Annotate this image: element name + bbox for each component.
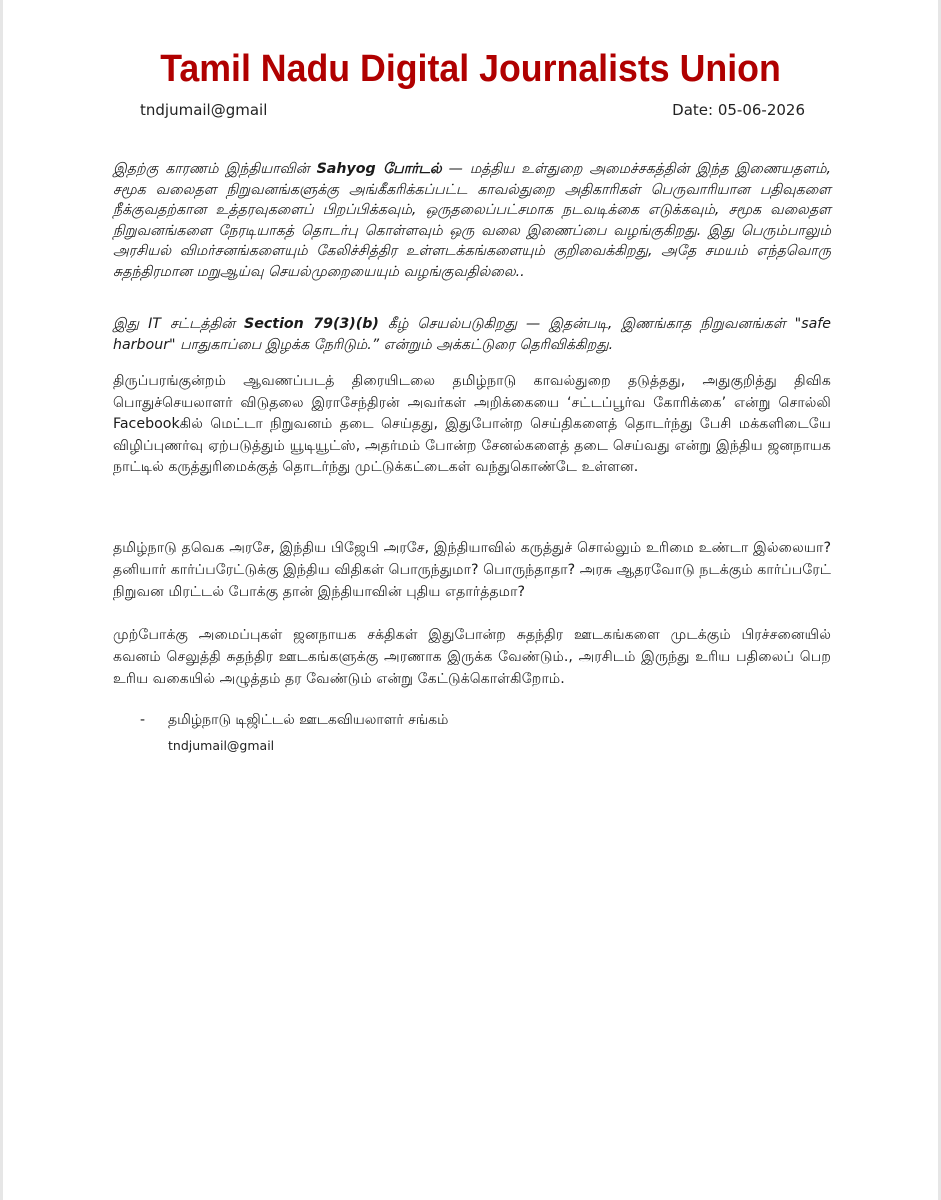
paragraph-sahyog [113, 159, 831, 282]
paragraph-it-act-bold: Section 79(3)(b) [244, 316, 379, 332]
page-edge-left [0, 0, 3, 1200]
signature-line [140, 712, 448, 730]
signature-name: தமிழ்நாடு டிஜிட்டல் ஊடகவியலாளர் சங்கம் [168, 712, 449, 728]
signature-email: tndjumail@gmail [168, 738, 275, 753]
paragraph-it-act-rest: கீழ் செயல்படுகிறது — இதன்படி, இணங்காத நிறுவனங்கள் "safe harbour" பாதுகாப்பை இழக்க நேரிடும்.” என்றும் அக்கட்டுரை தெரிவிக்கிறது. [113, 316, 832, 353]
paragraph-it-act-lead: இது IT சட்டத்தின் [113, 316, 245, 332]
signature-dash: - [140, 712, 146, 728]
paragraph-censorship-events: திருப்பரங்குன்றம் ஆவணப்படத் திரையிடலை தமிழ்நாடு காவல்துறை தடுத்தது, அதுகுறித்து திவிக பொதுச்செயலாளர் விடுதலை இராசேந்திரன் அவர்கள் அறிக்கையை ‘சட்டப்பூர்வ கோரிக்கை’ என்று சொல்லி Facebookகில் மெட்டா நிறுவனம் தடை செய்தது, இதுபோன்ற செய்திகளைத் தொடர்ந்து பேசி மக்களிடையே விழிப்புணர்வு ஏற்படுத்தும் யூடியூட்ஸ், அதர்மம் போன்ற சேனல்களைத் தடை செய்வது என்று இந்திய ஜனநாயக நாட்டில் கருத்துரிமைக்குத் தொடர்ந்து முட்டுக்கட்டைகள் வந்துகொண்டே உள்ளன. [113, 373, 831, 475]
paragraph-sahyog-rest: — மத்திய உள்துறை அமைச்சகத்தின் இந்த இணையதளம், சமூக வலைதள நிறுவனங்களுக்கு அங்கீகரிக்கப்பட்ட காவல்துறை அதிகாரிகள் பெருவாரியான பதிவுகளை நீக்குவதற்கான உத்தரவுகளைப் பிறப்பிக்கவும், ஒருதலைப்பட்சமாக நடவடிக்கை எடுக்கவும், சமூக வலைதள நிறுவனங்களை நேரடியாகத் தொடர்பு கொள்ளவும் ஒரு வலை இணைப்பை வழங்குகிறது. இது பெரும்பாலும் அரசியல் விமர்சனங்களையும் கேலிச்சித்திர உள்ளடக்கங்களையும் குறிவைக்கிறது, அதே சமயம் எந்தவொரு சுதந்திரமான மறுஆய்வு செயல்முறையையும் வழங்குவதில்லை.. [113, 161, 832, 280]
paragraph-questions: தமிழ்நாடு தவெக அரசே, இந்திய பிஜேபி அரசே, இந்தியாவில் கருத்துச் சொல்லும் உரிமை உண்டா இல்லையா? தனியார் கார்ப்பரேட்டுக்கு இந்திய விதிகள் பொருந்துமா? பொருந்தாதா? அரசு ஆதரவோடு நடக்கும் கார்ப்பரேட் நிறுவன மிரட்டல் போக்கு தான் இந்தியாவின் புதிய எதார்த்தமா? [113, 540, 831, 600]
organization-title: Tamil Nadu Digital Journalists Union [160, 48, 781, 90]
paragraph-it-act [113, 314, 831, 355]
header-email: tndjumail@gmail [140, 101, 268, 119]
header-date: Date: 05-06-2026 [672, 101, 805, 119]
paragraph-sahyog-bold: Sahyog போர்டல் [316, 161, 442, 177]
letterhead-row [140, 101, 805, 119]
paragraph-sahyog-lead: இதற்கு காரணம் இந்தியாவின் [113, 161, 317, 177]
paragraph-appeal: முற்போக்கு அமைப்புகள் ஜனநாயக சக்திகள் இதுபோன்ற சுதந்திர ஊடகங்களை முடக்கும் பிரச்சனையில் கவனம் செலுத்தி சுதந்திர ஊடகங்களுக்கு அரணாக இருக்க வேண்டும்., அரசிடம் இருந்து உரிய பதிலைப் பெற உரிய வகையில் அழுத்தம் தர வேண்டும் என்று கேட்டுக்கொள்கிறோம். [113, 627, 831, 687]
